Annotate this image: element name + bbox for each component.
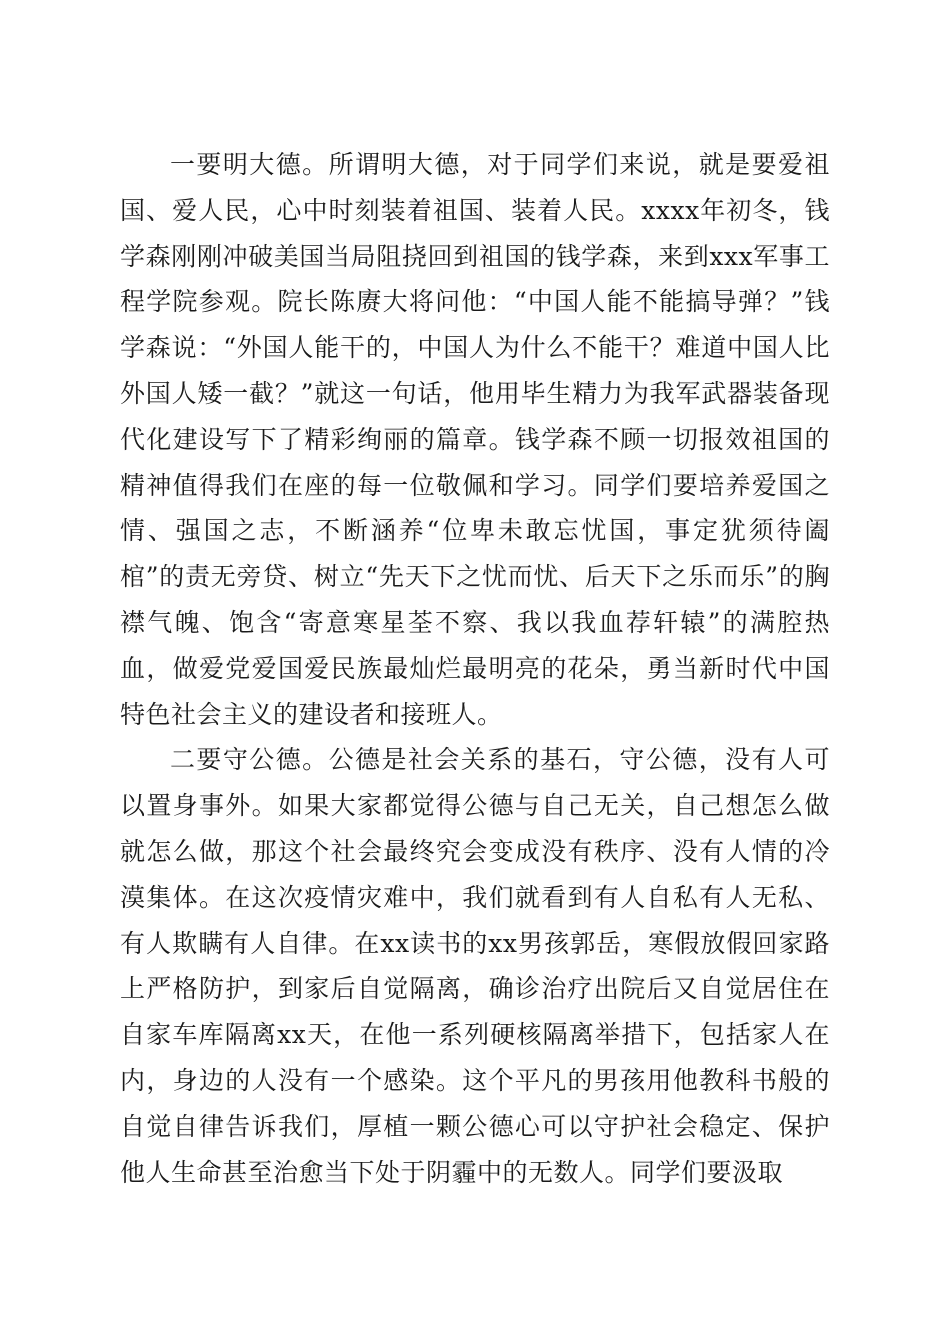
paragraph-1: 一要明大德。所谓明大德，对于同学们来说，就是要爱祖国、爱人民，心中时刻装着祖国、装着人民。xxxx年初冬，钱学森刚刚冲破美国当局阻挠回到祖国的钱学森，来到xxx军事工程学院参观。院长陈赓大将问他：“中国人能不能搞导弹？”钱学森说：“外国人能干的，中国人为什么不能干？难道中国人比外国人矮一截？”就这一句话，他用毕生精力为我军武器装备现代化建设写下了精彩绚丽的篇章。钱学森不顾一切报效祖国的精神值得我们在座的每一位敬佩和学习。同学们要培养爱国之情、强国之志，不断涵养“位卑未敢忘忧国，事定犹须待阖棺”的责无旁贷、树立“先天下之忧而忧、后天下之乐而乐”的胸襟气魄、饱含“寄意寒星荃不察、我以我血荐轩辕”的满腔热血，做爱党爱国爱民族最灿烂最明亮的花朵，勇当新时代中国特色社会主义的建设者和接班人。 [120,150,830,729]
paragraph-2: 二要守公德。公德是社会关系的基石，守公德，没有人可以置身事外。如果大家都觉得公德与自己无关，自己想怎么做就怎么做，那这个社会最终究会变成没有秩序、没有人情的冷漠集体。在这次疫情灾难中，我们就看到有人自私有人无私、有人欺瞒有人自律。在xx读书的xx男孩郭岳，寒假放假回家路上严格防护，到家后自觉隔离，确诊治疗出院后又自觉居住在自家车库隔离xx天，在他一系列硬核隔离举措下，包括家人在内，身边的人没有一个感染。这个平凡的男孩用他教科书般的自觉自律告诉我们，厚植一颗公德心可以守护社会稳定、保护他人生命甚至治愈当下处于阴霾中的无数人。同学们要汲取 [120,745,830,1187]
document-body [120,142,830,1195]
